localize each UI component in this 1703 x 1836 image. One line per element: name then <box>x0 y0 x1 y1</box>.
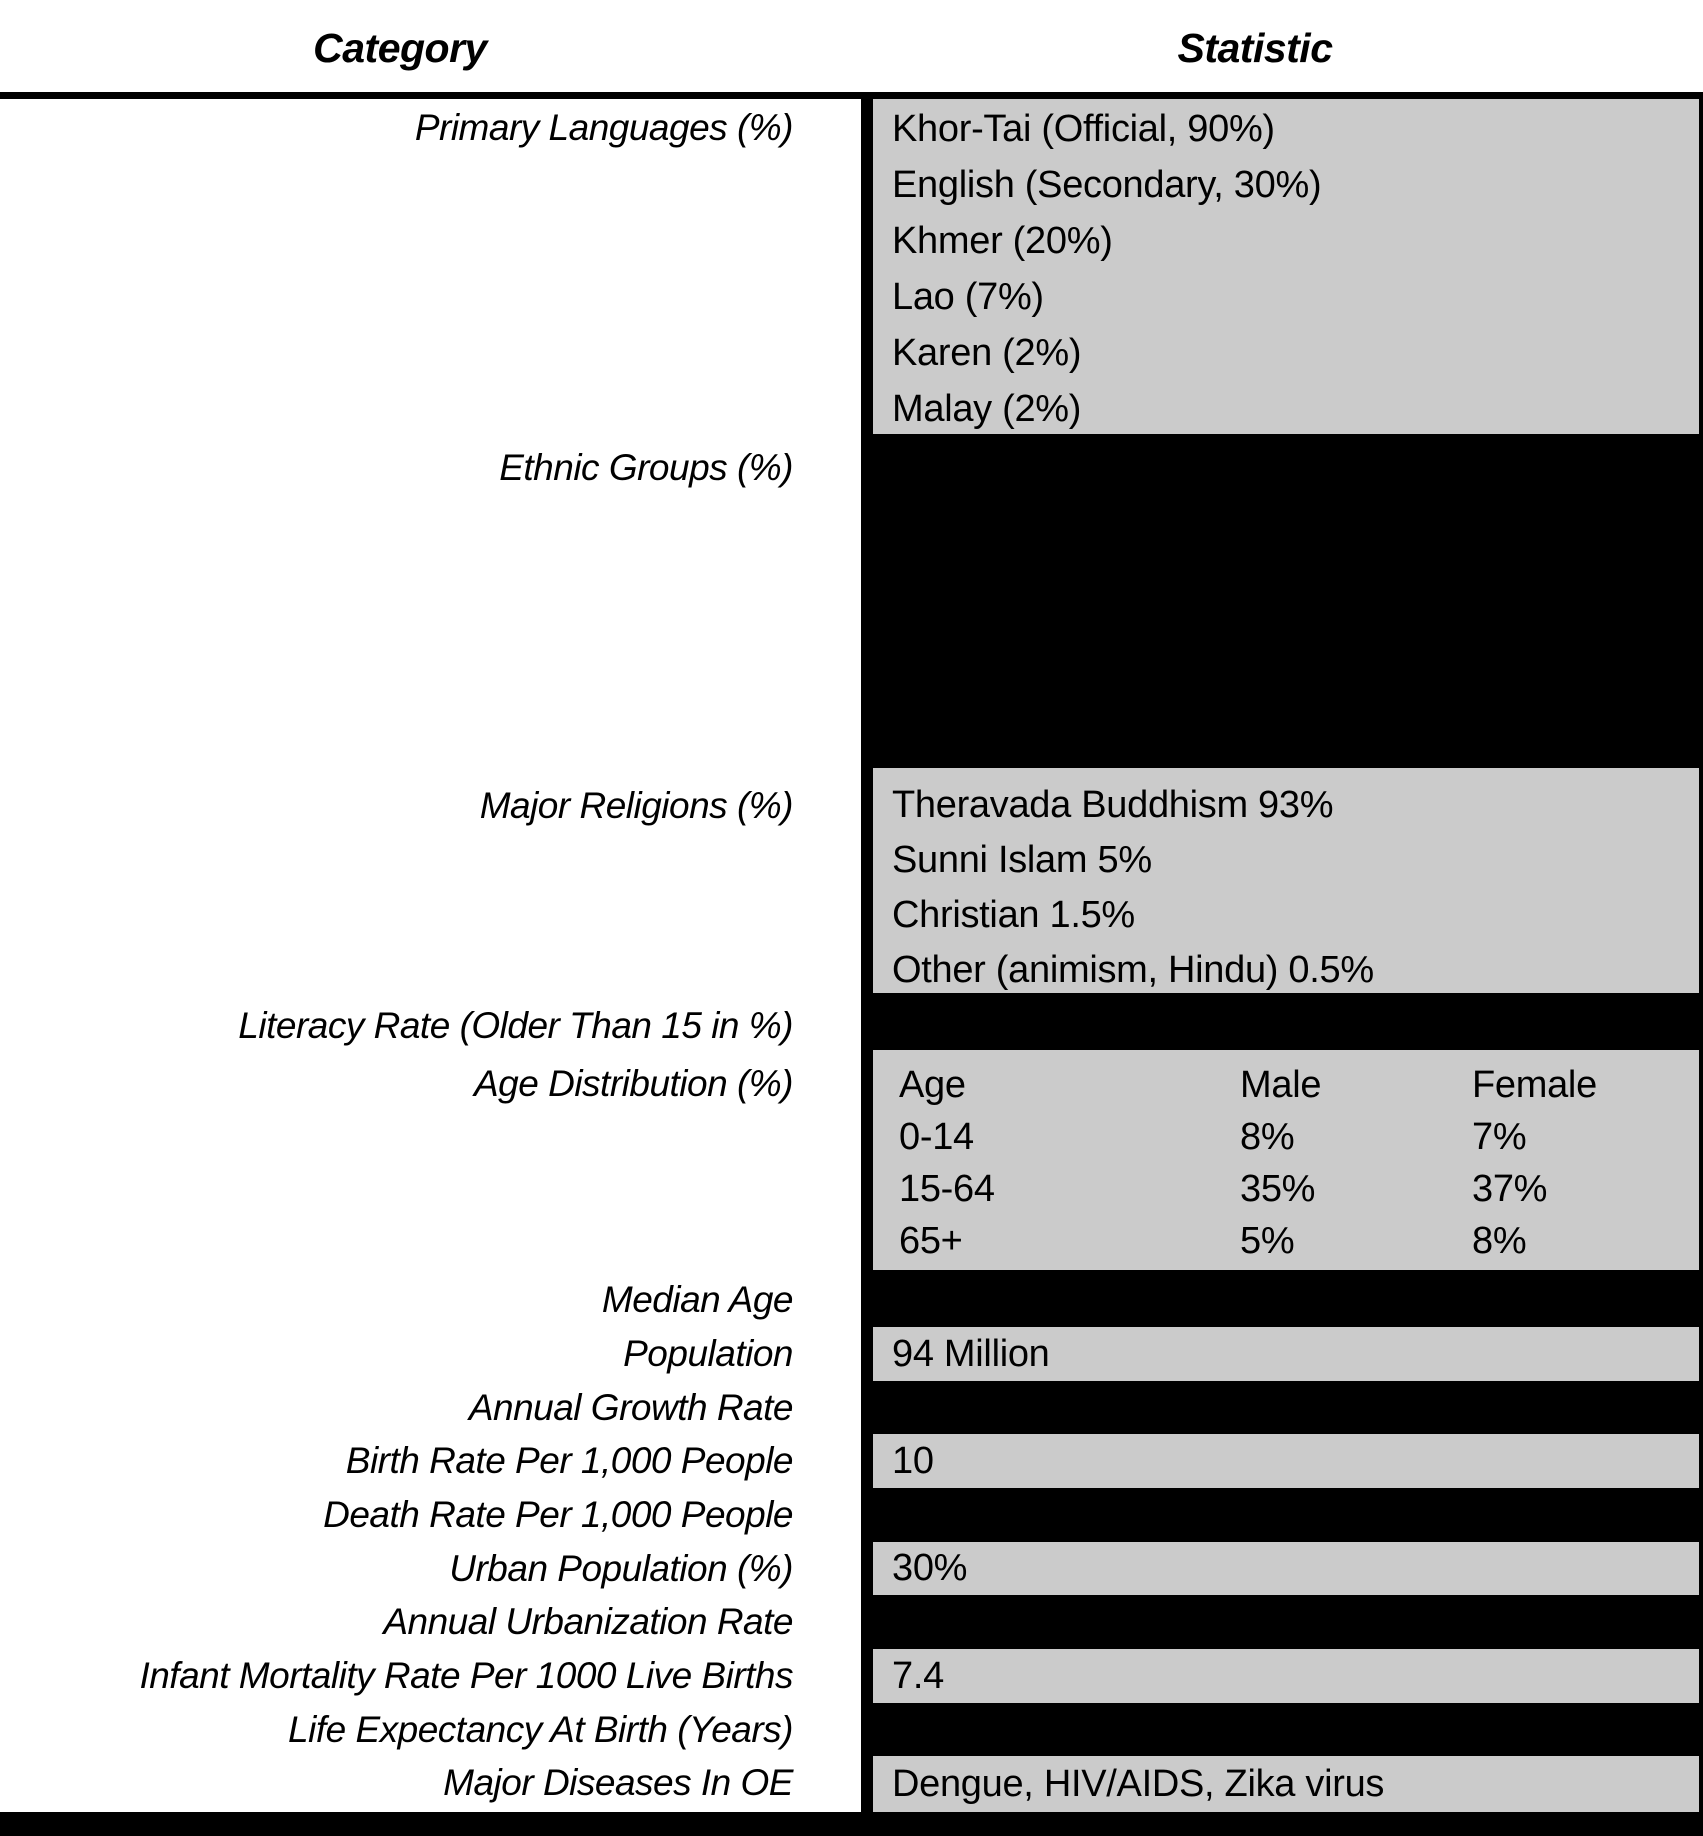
cell-major-diseases <box>873 1756 1699 1812</box>
cell-birth-rate <box>873 1434 1699 1488</box>
age-table-row <box>899 1163 1699 1215</box>
religion-item: Other (animism, Hindu) 0.5% <box>892 949 1374 991</box>
table-right-border <box>1699 92 1703 1836</box>
column-header-category: Category <box>313 25 487 71</box>
header-rule <box>0 92 1703 99</box>
column-divider <box>861 92 873 1836</box>
cell-urban-population <box>873 1542 1699 1595</box>
label-ethnic-groups: Ethnic Groups (%) <box>499 447 793 488</box>
major-diseases-value: Dengue, HIV/AIDS, Zika virus <box>892 1762 1385 1805</box>
label-annual-growth-rate: Annual Growth Rate <box>468 1387 793 1428</box>
female-col-header: Female <box>1472 1064 1597 1106</box>
label-age-distribution: Age Distribution (%) <box>473 1063 793 1104</box>
language-item: Malay (2%) <box>892 388 1082 430</box>
religion-item: Theravada Buddhism 93% <box>892 784 1334 826</box>
label-major-diseases: Major Diseases In OE <box>443 1762 793 1803</box>
label-birth-rate: Birth Rate Per 1,000 People <box>345 1440 793 1481</box>
cell-ethnic-groups-redacted <box>873 434 1699 768</box>
cell-life-expectancy-redacted <box>873 1703 1699 1756</box>
cell-infant-mortality <box>873 1649 1699 1703</box>
cell-literacy-rate-redacted <box>873 993 1699 1050</box>
male-value: 8% <box>1240 1116 1295 1158</box>
female-value: 7% <box>1472 1116 1527 1158</box>
table-bottom-border <box>0 1812 1703 1836</box>
religion-item: Christian 1.5% <box>892 894 1135 936</box>
label-median-age: Median Age <box>601 1279 793 1320</box>
label-major-religions: Major Religions (%) <box>479 785 793 826</box>
urban-population-value: 30% <box>892 1547 968 1589</box>
language-item: Karen (2%) <box>892 332 1082 374</box>
cell-major-religions <box>873 768 1699 993</box>
language-item: Khmer (20%) <box>892 220 1113 262</box>
age-col-header: Age <box>899 1064 966 1106</box>
language-item: Lao (7%) <box>892 276 1044 318</box>
population-value: 94 Million <box>892 1332 1050 1375</box>
cell-population <box>873 1327 1699 1381</box>
language-item: Khor-Tai (Official, 90%) <box>892 108 1275 150</box>
cell-age-distribution <box>873 1050 1699 1270</box>
age-table-header-row <box>899 1059 1699 1111</box>
label-infant-mortality: Infant Mortality Rate Per 1000 Live Births <box>139 1655 793 1696</box>
label-urbanization-rate: Annual Urbanization Rate <box>383 1601 793 1642</box>
label-life-expectancy: Life Expectancy At Birth (Years) <box>288 1709 793 1750</box>
birth-rate-value: 10 <box>892 1439 934 1482</box>
female-value: 8% <box>1472 1220 1527 1262</box>
male-value: 5% <box>1240 1220 1295 1262</box>
label-population: Population <box>623 1333 793 1374</box>
cell-death-rate-redacted <box>873 1488 1699 1542</box>
age-table-row <box>899 1215 1699 1267</box>
age-range: 0-14 <box>899 1116 974 1158</box>
age-range: 15-64 <box>899 1168 995 1210</box>
cell-median-age-redacted <box>873 1270 1699 1327</box>
age-table-row <box>899 1111 1699 1163</box>
label-primary-languages: Primary Languages (%) <box>414 107 793 148</box>
label-death-rate: Death Rate Per 1,000 People <box>323 1494 793 1535</box>
male-value: 35% <box>1240 1168 1316 1210</box>
religion-item: Sunni Islam 5% <box>892 839 1152 881</box>
cell-annual-growth-redacted <box>873 1381 1699 1434</box>
column-header-statistic: Statistic <box>1177 25 1333 71</box>
cell-urbanization-rate-redacted <box>873 1595 1699 1649</box>
infant-mortality-value: 7.4 <box>892 1654 944 1697</box>
cell-primary-languages <box>873 99 1699 434</box>
label-urban-population: Urban Population (%) <box>449 1548 793 1589</box>
female-value: 37% <box>1472 1168 1548 1210</box>
language-item: English (Secondary, 30%) <box>892 164 1322 206</box>
male-col-header: Male <box>1240 1064 1322 1106</box>
age-range: 65+ <box>899 1220 963 1262</box>
label-literacy-rate: Literacy Rate (Older Than 15 in %) <box>238 1005 793 1046</box>
